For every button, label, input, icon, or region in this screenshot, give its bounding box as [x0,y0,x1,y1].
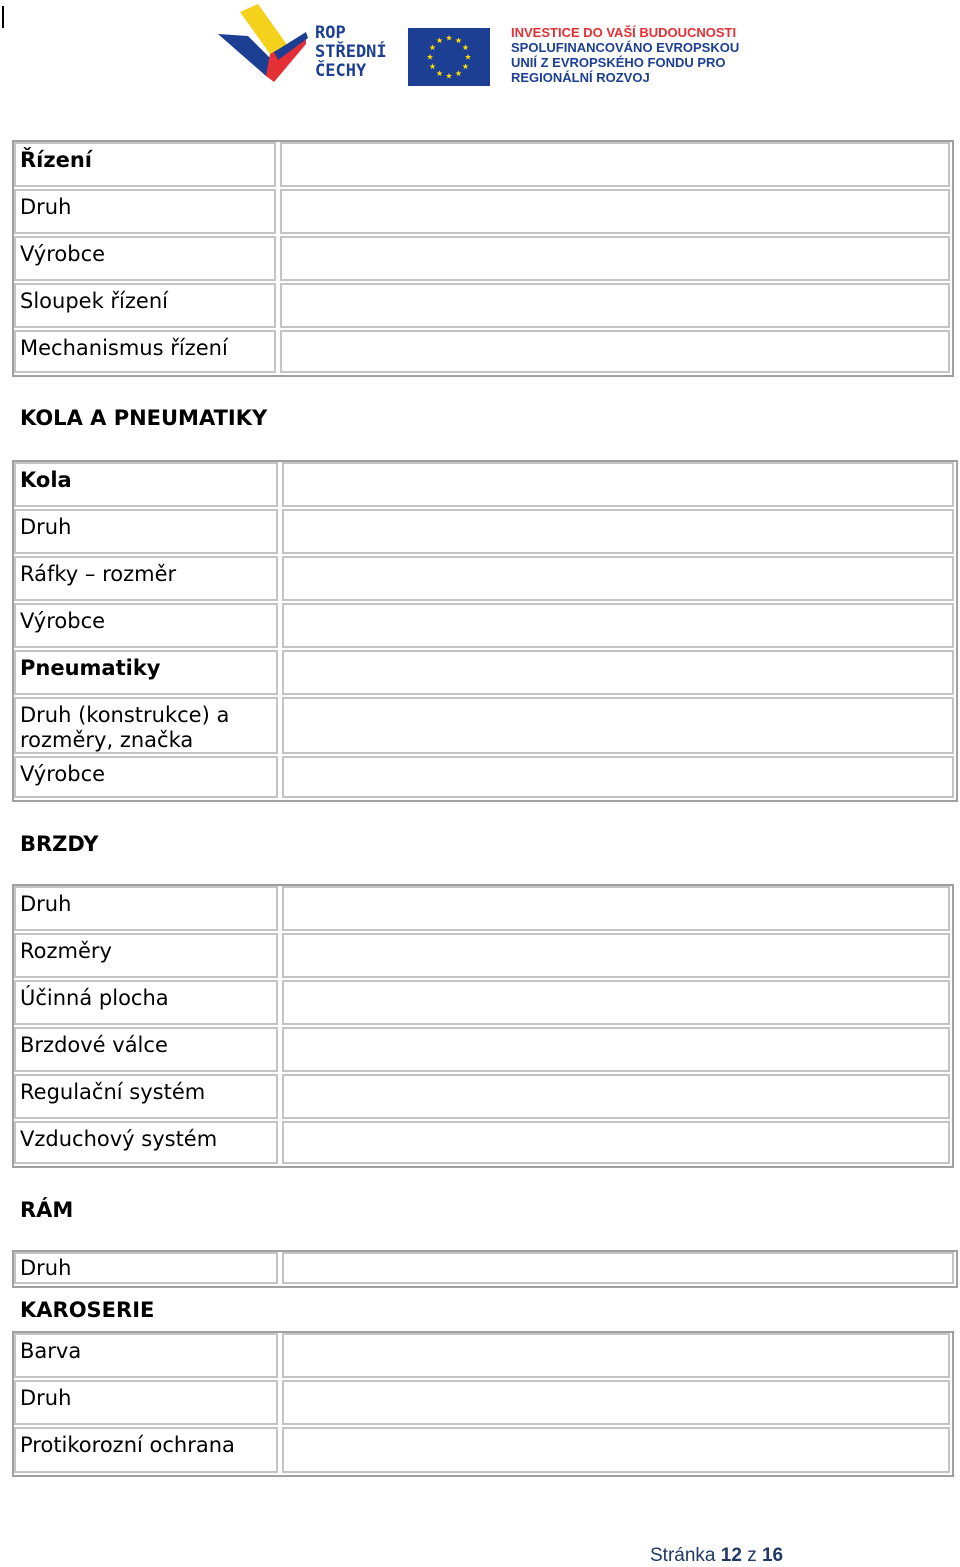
value-cell[interactable] [282,933,950,978]
eu-logo-text [511,25,739,85]
row-label: Brzdové válce [20,1033,168,1057]
label-cell [14,1333,278,1378]
eu-flag-icon [408,28,490,86]
value-cell[interactable] [282,980,950,1025]
label-cell [14,330,276,373]
value-cell[interactable] [282,1252,954,1284]
rop-line: ROP [315,23,346,43]
label-cell [14,1252,278,1284]
row-label: Účinná plocha [20,986,169,1010]
value-cell[interactable] [280,189,950,234]
label-cell [14,603,278,648]
text-cursor [2,6,4,28]
label-cell [14,1027,278,1072]
table-kola [12,460,958,802]
row-label: Druh [20,515,72,539]
value-cell[interactable] [282,1333,950,1378]
row-label: Barva [20,1339,82,1363]
row-label: Druh [20,892,72,916]
row-label: Výrobce [20,762,106,786]
row-label: Druh [20,1386,72,1410]
value-cell[interactable] [282,697,954,754]
row-label: Rozměry [20,939,112,963]
row-label: Druh (konstrukce) a rozměry, značka [20,703,230,752]
value-cell[interactable] [280,142,950,187]
row-label: Vzduchový systém [20,1127,218,1151]
label-cell [14,886,278,931]
label-cell [14,462,278,507]
row-label: Mechanismus řízení [20,336,228,360]
row-label: Výrobce [20,242,106,266]
value-cell[interactable] [282,1121,950,1164]
section-heading-karoserie: KAROSERIE [20,1298,155,1322]
eu-line: INVESTICE DO VAŠÍ BUDOUCNOSTI [511,25,737,40]
row-label: Regulační systém [20,1080,206,1104]
value-cell[interactable] [282,509,954,554]
value-cell[interactable] [282,603,954,648]
value-cell[interactable] [282,756,954,798]
label-cell [14,283,276,328]
label-cell [14,933,278,978]
section-heading-ram: RÁM [20,1198,74,1222]
row-label: Sloupek řízení [20,289,168,313]
table-rizeni [12,140,954,377]
value-cell[interactable] [280,283,950,328]
value-cell[interactable] [282,650,954,695]
value-cell[interactable] [280,330,950,373]
row-label: Protikorozní ochrana [20,1433,235,1457]
label-cell [14,1380,278,1425]
page-number: 12 [720,1545,742,1566]
page-separator: z [747,1545,757,1566]
page-prefix: Stránka [650,1545,716,1566]
rop-line: ČECHY [315,61,367,81]
value-cell[interactable] [282,886,950,931]
eu-line: UNIÍ Z EVROPSKÉHO FONDU PRO [511,55,726,70]
value-cell[interactable] [282,462,954,507]
section-heading-brzdy: BRZDY [20,832,99,856]
value-cell[interactable] [282,1427,950,1473]
row-label: Výrobce [20,609,106,633]
label-cell [14,1427,278,1473]
row-label: Druh [20,195,72,219]
label-cell [14,236,276,281]
label-cell [14,756,278,798]
value-cell[interactable] [280,236,950,281]
row-label: Ráfky – rozměr [20,562,177,586]
label-cell [14,142,276,187]
label-cell [14,1121,278,1164]
label-cell [14,189,276,234]
label-cell [14,509,278,554]
value-cell[interactable] [282,556,954,601]
eu-line: SPOLUFINANCOVÁNO EVROPSKOU [511,40,740,55]
row-label: Řízení [20,148,92,172]
rop-logo-text [315,24,387,81]
label-cell [14,556,278,601]
value-cell[interactable] [282,1380,950,1425]
table-brzdy [12,884,954,1168]
row-label: Pneumatiky [20,656,161,680]
label-cell [14,1074,278,1119]
rop-logo-mark [218,4,310,86]
value-cell[interactable] [282,1027,950,1072]
eu-line: REGIONÁLNÍ ROZVOJ [511,70,650,85]
label-cell [14,650,278,695]
row-label: Kola [20,468,72,492]
section-heading-kola: KOLA A PNEUMATIKY [20,406,268,430]
row-label: Druh [20,1256,72,1280]
table-karoserie [12,1331,954,1477]
page-total: 16 [761,1545,784,1566]
table-ram [12,1250,958,1288]
rop-line: STŘEDNÍ [315,42,387,62]
label-cell [14,980,278,1025]
header-logos [218,4,748,88]
page-footer [650,1545,783,1567]
label-cell [14,697,278,754]
value-cell[interactable] [282,1074,950,1119]
